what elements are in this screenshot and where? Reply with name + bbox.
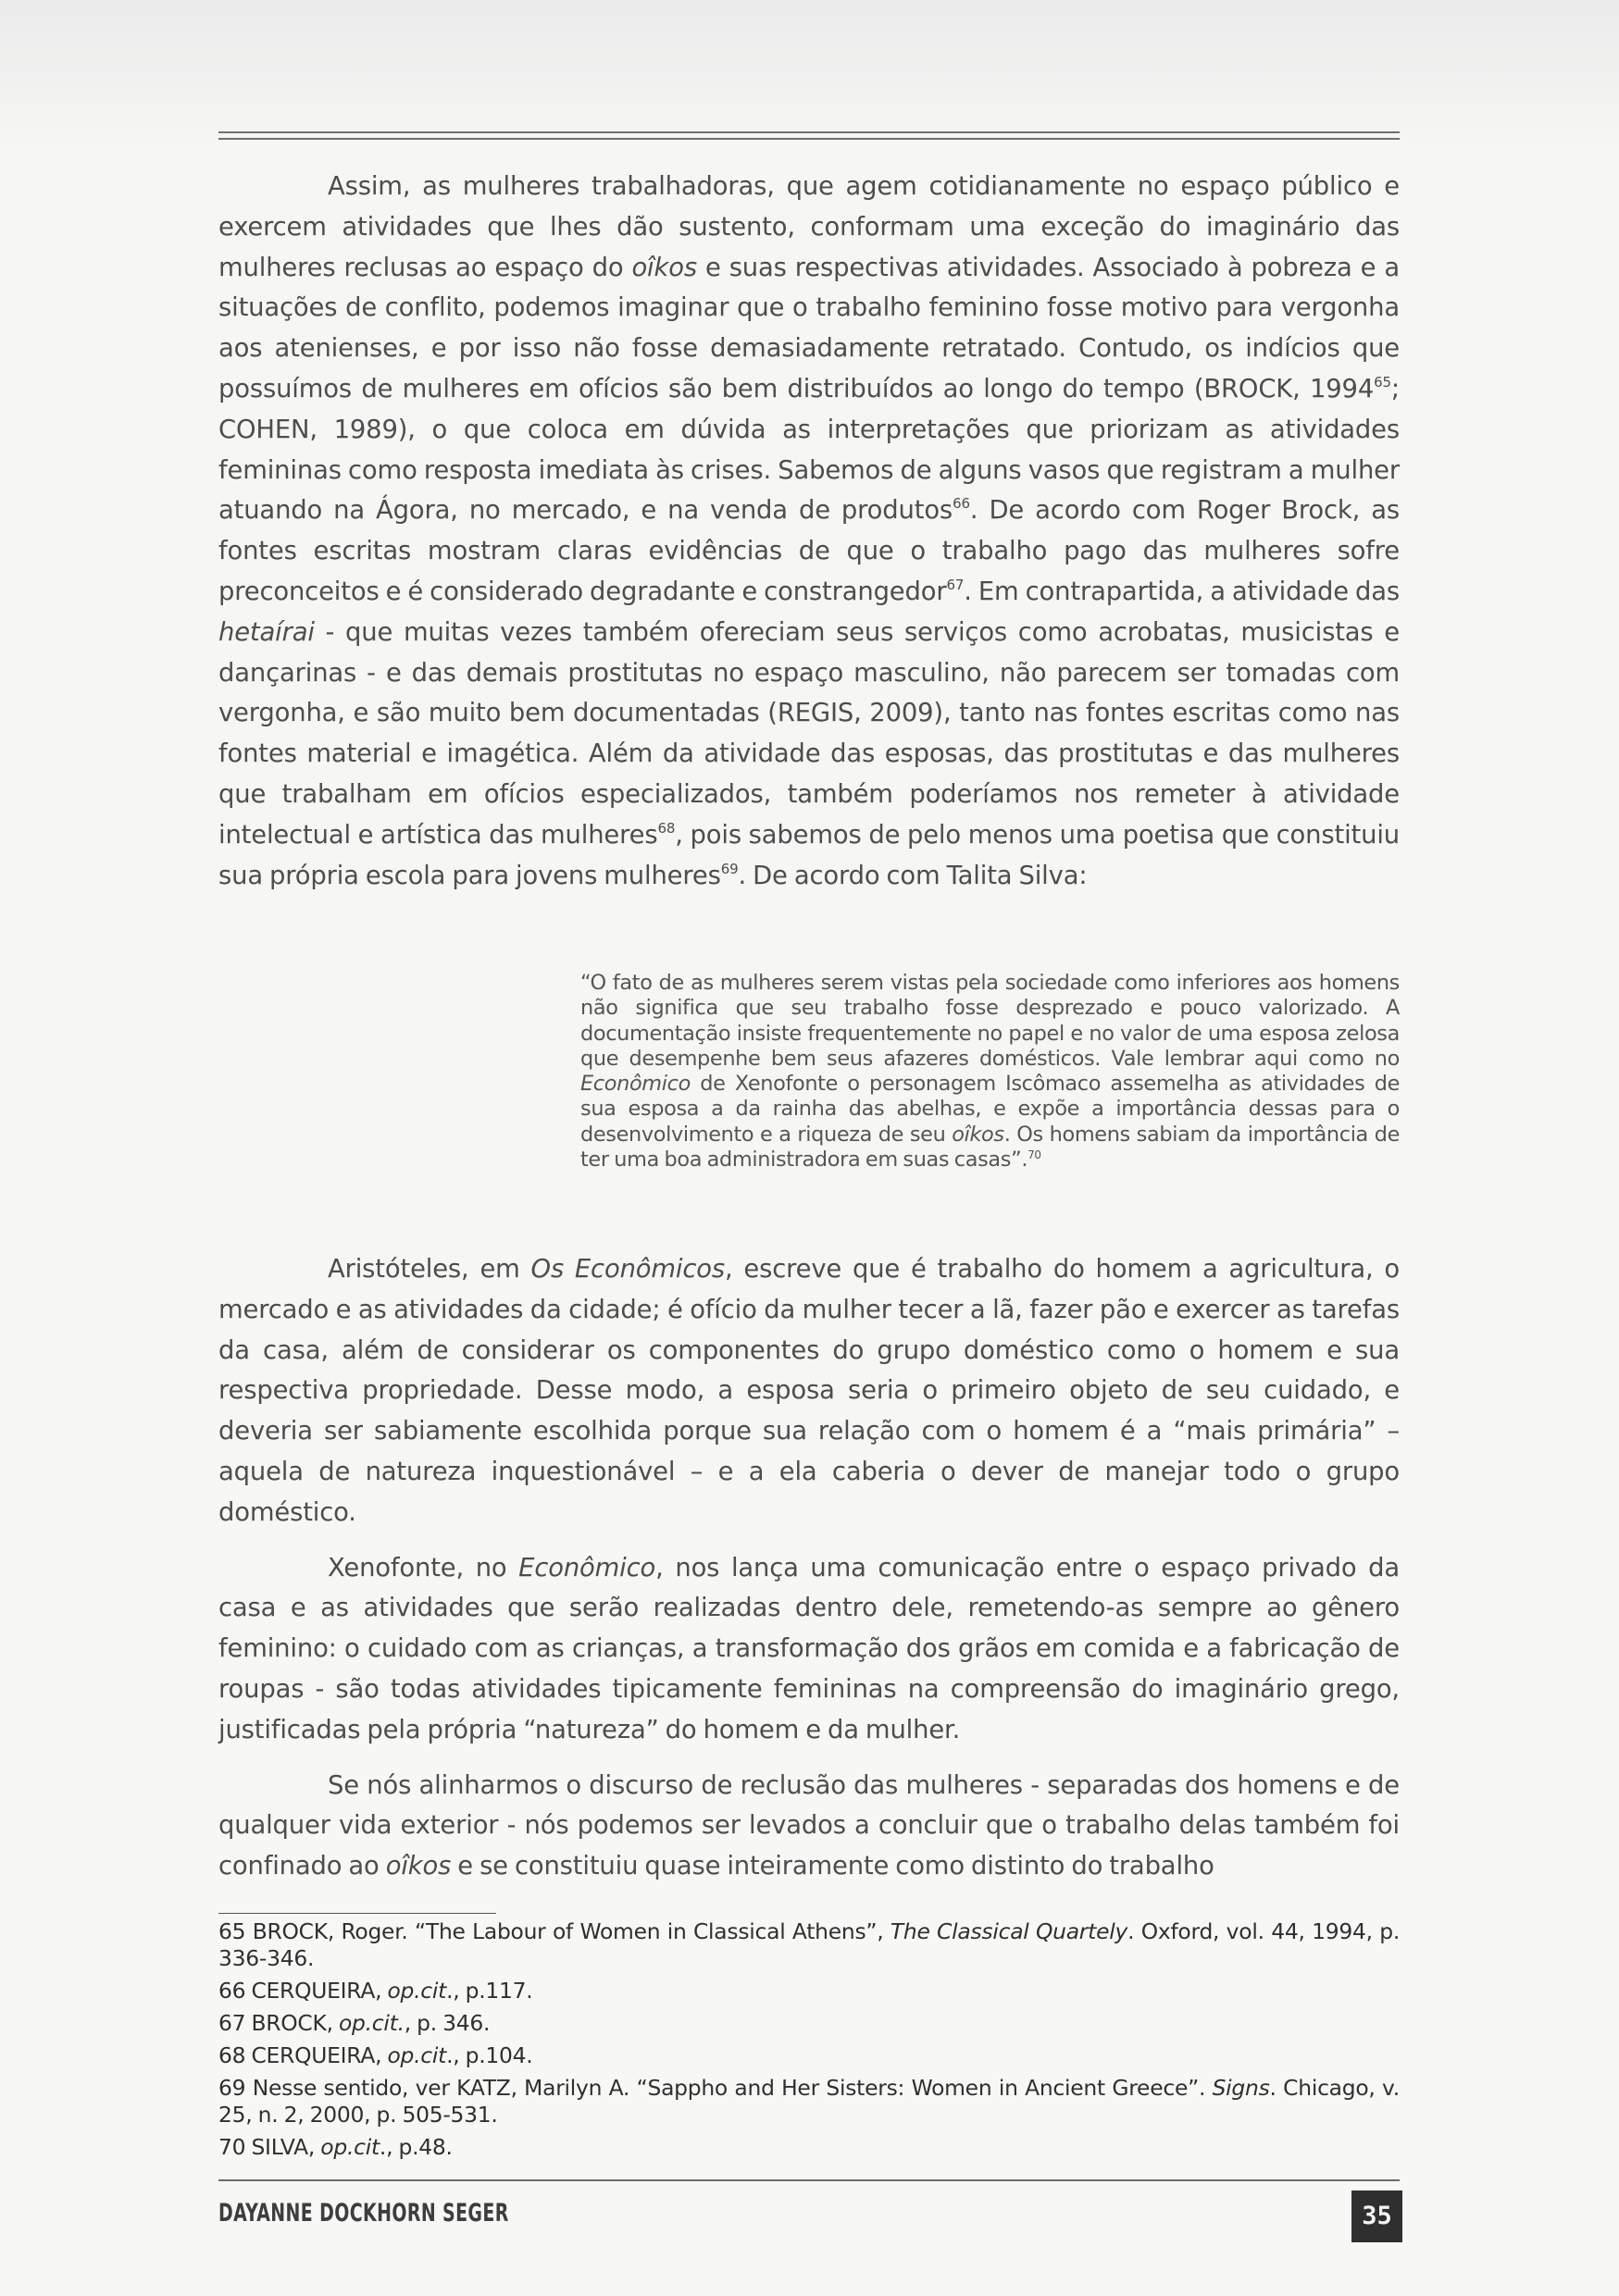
page-number: 35	[1351, 2191, 1402, 2242]
footnote-66: 66 CERQUEIRA, op.cit., p.117.	[218, 1978, 533, 2004]
footnote-ref-66: 66	[953, 495, 970, 513]
footer-rule	[218, 2179, 1400, 2181]
paragraph-3: Xenofonte, no Econômico, nos lança uma comunicação entre o espaço privado da casa e as atividades que serão realizadas dentro dele, remetendo-as sempre ao gênero feminino: o cuidado com as crianças, a transformação dos grãos em comida e a fabricação de roupas - são todas atividades tipicamente femininas na compreensão do imaginário grego, justificadas pela própria “natureza” do homem e da mulher.	[218, 1553, 1400, 1744]
footnote-ref-68: 68	[657, 819, 676, 837]
paragraph-4: Se nós alinharmos o discurso de reclusão das mulheres - separadas dos homens e de qualquer vida exterior - nós podemos ser levados a concluir que o trabalho delas também foi confinado ao oîkos e se constituiu quase inteiramente como distinto do trabalho	[218, 1770, 1400, 1881]
footnotes	[218, 1918, 1400, 2161]
footnote-69: 69 Nesse sentido, ver KATZ, Marilyn A. “Sappho and Her Sisters: Women in Ancient Greece”. Signs. Chicago, v. 25, n. 2, 2000, p. 505-531.	[218, 2075, 1400, 2128]
footnote-68: 68 CERQUEIRA, op.cit., p.104.	[218, 2042, 533, 2068]
footnote-ref-70: 70	[1027, 1148, 1041, 1162]
author-name: DAYANNE DOCKHORN SEGER	[218, 2199, 509, 2228]
paragraph-1: Assim, as mulheres trabalhadoras, que agem cotidianamente no espaço público e exercem atividades que lhes dão sustento, conformam uma exceção do imaginário das mulheres reclusas ao espaço do oîkos e suas respectivas atividades. Associado à pobreza e a situações de conflito, podemos imaginar que o trabalho feminino fosse motivo para vergonha aos atenienses, e por isso não fosse demasiadamente retratado. Contudo, os indícios que possuímos de mulheres em ofícios são bem distribuídos ao longo do tempo (BROCK, 1994$^{65}$; COHEN, 1989), o que coloca em dúvida as interpretações que priorizam as atividades femininas como resposta imediata às crises. Sabemos de alguns vasos que registram a mulher atuando na Ágora, no mercado, e na venda de produtos$^{66}$. De acordo com Roger Brock, as fontes escritas mostram claras evidências de que o trabalho pago das mulheres sofre preconceitos e é considerado degradante e constrangedor$^{67}$. Em contrapartida, a atividade das hetaírai - que muitas vezes também ofereciam seus serviços como acrobatas, musicistas e dançarinas - e das demais prostitutas no espaço masculino, não parecem ser tomadas com vergonha, e são muito bem documentadas (REGIS, 2009), tanto nas fontes escritas como nas fontes material e imagética. Além da atividade das esposas, das prostitutas e das mulheres que trabalham em ofícios especializados, também poderíamos nos remeter à atividade intelectual e artística das mulheres$^{68}$, pois sabemos de pelo menos uma poetisa que constituiu sua própria escola para jovens mulheres$^{69}$. De acordo com Talita Silva:	[218, 172, 1401, 890]
footnote-separator	[218, 1913, 496, 1914]
footnote-67: 67 BROCK, op.cit., p. 346.	[218, 2010, 491, 2036]
paragraph-2: Aristóteles, em Os Econômicos, escreve que é trabalho do homem a agricultura, o mercado e as atividades da cidade; é ofício da mulher tecer a lã, fazer pão e exercer as tarefas da casa, além de considerar os componentes do grupo doméstico como o homem e sua respectiva propriedade. Desse modo, a esposa seria o primeiro objeto de seu cuidado, e deveria ser sabiamente escolhida porque sua relação com o homem é a “mais primária” – aquela de natureza inquestionável – e a ela caberia o dever de manejar todo o grupo doméstico.	[218, 1255, 1400, 1527]
footnote-65: 65 BROCK, Roger. “The Labour of Women in Classical Athens”, The Classical Quartely. Oxford, vol. 44, 1994, p. 336-346.	[218, 1918, 1400, 1971]
footnote-70: 70 SILVA, op.cit., p.48.	[218, 2134, 453, 2160]
header-rule	[218, 131, 1400, 140]
footnote-ref-69: 69	[720, 860, 739, 877]
footnote-ref-65: 65	[1374, 373, 1391, 391]
footnote-ref-67: 67	[946, 576, 965, 593]
main-text-continued	[218, 1249, 1400, 1887]
main-text	[218, 167, 1400, 896]
block-quote: “O fato de as mulheres serem vistas pela sociedade como inferiores aos homens não significa que seu trabalho fosse desprezado e pouco valorizado. A documentação insiste frequentemente no papel e no valor de uma esposa zelosa que desempenhe bem seus afazeres domésticos. Vale lembrar aqui como no Econômico de Xenofonte o personagem Iscômaco assemelha as atividades de sua esposa a da rainha das abelhas, e expõe a importância dessas para o desenvolvimento e a riqueza de seu oîkos. Os homens sabiam da importância de ter uma boa administradora em suas casas”.$^{70}$	[580, 971, 1400, 1173]
